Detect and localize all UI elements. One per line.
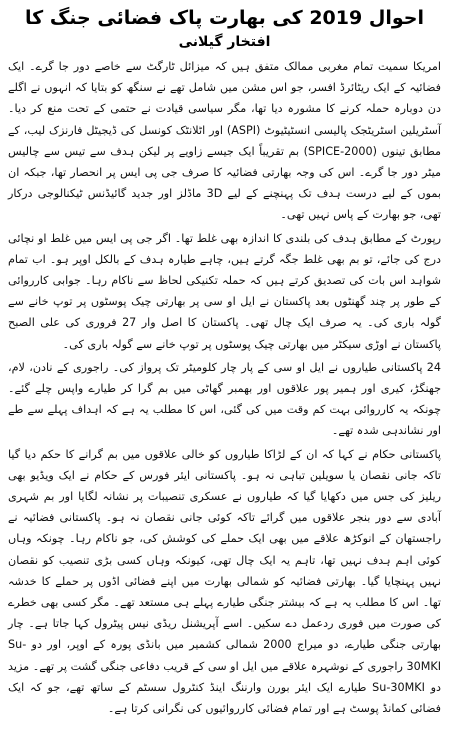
article-paragraph: 24 پاکستانی طیاروں نے ایل او سی کے پار چار کلومیٹر تک پرواز کی۔ راجوری کے نادن، لام، جھنگڑ، کیری اور ہمیر پور علاقوں اور بھمبر گھاٹی میں بم گرا کر طیارے واپس چلے گئے۔ چونکہ یہ کارروائی بہت کم وقت میں کی گئی، اس کا مطلب یہ ہے کہ اہداف پہلے سے طے اور نشاندہی شدہ تھے۔: [8, 360, 441, 438]
author-byline: افتخار گیلانی: [178, 34, 271, 50]
article-paragraph: امریکا سمیت تمام مغربی ممالک متفق ہیں کہ میزائل ٹارگٹ سے خاصے دور جا گرے۔ ایک فضائیہ کے ایک ریٹائرڈ افسر، جو اس مشن میں شامل تھے نے سنگھ کو بتایا کہ انہوں نے اگلے دن دوبارہ حملہ کرنے کا مشورہ دیا تھا، مگر سیاسی قیادت نے حتمی کے تحت منع کر دیا۔ آسٹریلین اسٹریٹجک پالیسی انسٹیٹیوٹ (ASPI) اور اٹلانٹک کونسل کی ڈیجیٹل فارنزک لیب، کے مطابق تینوں (SPICE-2000) بم تقریباً ایک جیسے زاویے پر لیکن ہدف سے تیس سے چالیس میٹر دور جا گرے۔ اس کی وجہ بھارتی فضائیہ کا صرف جی پی ایس پر انحصار تھا، جبکہ ان بموں کے لیے درست ہدف تک پہنچنے کے لیے 3D ماڈلز اور جدید گائیڈنس ٹیکنالوجی درکار تھی، جو بھارت کے پاس نہیں تھی۔: [8, 60, 441, 222]
article-title: احوال 2019 کی بھارت پاک فضائی جنگ کا: [25, 7, 424, 29]
article-body: [8, 56, 441, 719]
article-paragraph: پاکستانی حکام نے کہا کہ ان کے لڑاکا طیاروں کو خالی علاقوں میں بم گرانے کا حکم دیا گیا تاکہ جانی نقصان یا سویلین تباہی نہ ہو۔ پاکستانی ایئر فورس کے حکام نے ایک ویڈیو بھی ریلیز کی جس میں دکھایا گیا کہ طیاروں نے عسکری تنصیبات پر نشانہ لگایا اور بم شہری آبادی سے دور بنجر علاقوں میں گرائے تاکہ کوئی جانی نقصان نہ ہو۔ پاکستانی فضائیہ نے راجستھان کے انوکڑھ علاقے میں بھی ایک حملے کی کوشش کی، جو ناکام رہا۔ چونکہ وہاں کوئی اہم ہدف نہیں تھا، تاہم یہ ایک چال تھی، کیونکہ وہاں کسی بڑی تنصیب کو نقصان نہیں پہنچایا گیا۔ بھارتی فضائیہ کو شمالی بھارت میں اپنے فضائی اڈوں پر حملے کا خدشہ تھا۔ اس کا مطلب یہ ہے کہ بیشتر جنگی طیارے پہلے ہی مستعد تھے۔ مگر کسی بھی خطرے کی صورت میں فوری ردعمل دے سکیں۔ اسے آپریشنل ریڈی نیس پیٹرول کہا جاتا ہے۔ چار بھارتی جنگی طیارے، دو میراج 2000 شمالی کشمیر میں بانڈی پورہ کے اوپر، اور دو Su-30MKI راجوری کے نوشہرہ علاقے میں ایل او سی کے قریب دفاعی جنگی گشت پر تھے۔ مزید دو Su-30MKI طیارے ایک ایئر بورن وارننگ اینڈ کنٹرول سسٹم کے ساتھ تھے، جو کہ ایک فضائی کمانڈ پوسٹ ہے اور تمام فضائی کارروائیوں کی نگرانی کرتا ہے۔: [8, 447, 441, 716]
article-paragraph: رپورٹ کے مطابق ہدف کی بلندی کا اندازہ بھی غلط تھا۔ اگر جی پی ایس میں غلط او نچائی درج کی جائے، تو بم بھی غلط جگہ گرتے ہیں، چاہے طیارہ ہدف کے بالکل اوپر ہو۔ اب تمام شواہد اس بات کی تصدیق کرتے ہیں کہ حملہ تکنیکی لحاظ سے ناکام رہا۔ جوابی کارروائی کے طور پر چند گھنٹوں بعد پاکستان نے ایل او سی پر بھارتی چیک پوسٹوں پر توپ خانے سے گولہ باری کی۔ یہ صرف ایک چال تھی۔ پاکستان کا اصل وار 27 فروری کی علی الصبح پاکستان نے اوڑی سیکٹر میں بھارتی چیک پوسٹوں پر توپ خانے سے گولہ باری کی۔: [8, 231, 442, 351]
